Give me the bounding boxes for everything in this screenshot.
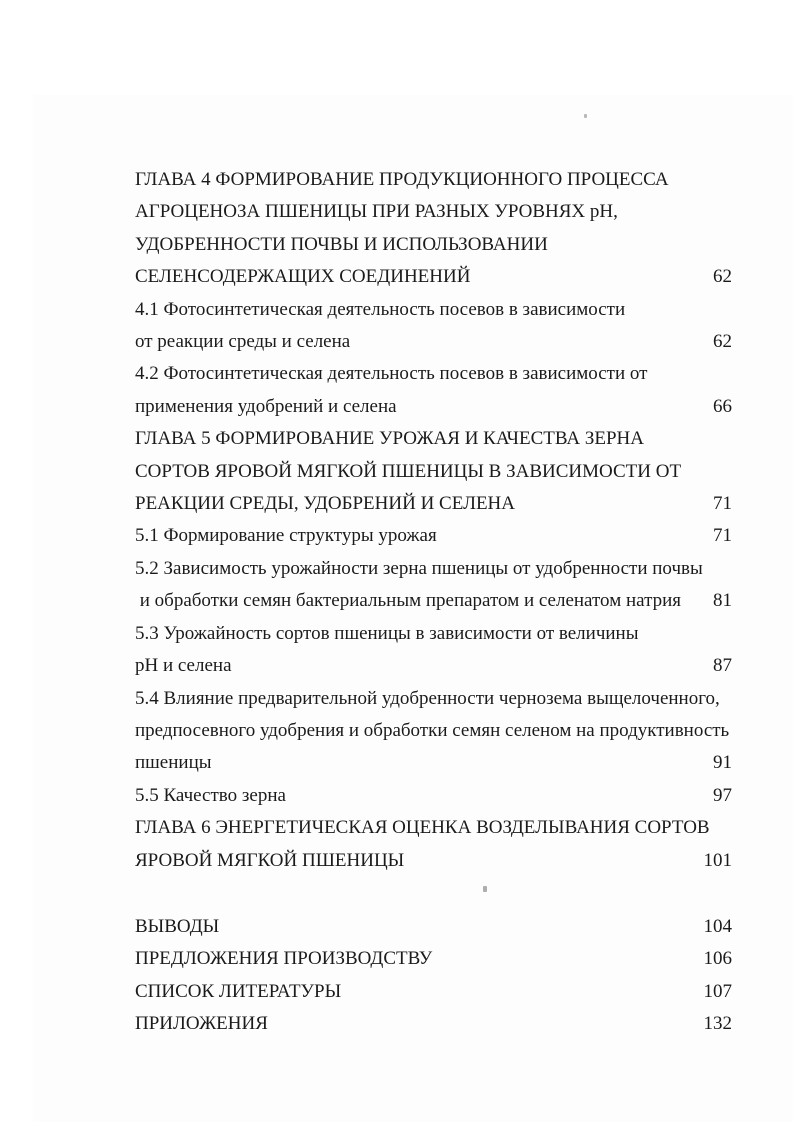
toc-entry-page: 87 xyxy=(713,655,732,677)
toc-entry xyxy=(135,650,732,682)
toc-entry-text: ПРЕДЛОЖЕНИЯ ПРОИЗВОДСТВУ xyxy=(135,948,433,970)
toc-entry-text: ГЛАВА 4 ФОРМИРОВАНИЕ ПРОДУКЦИОННОГО ПРОЦЕССА xyxy=(135,169,669,190)
toc-entry-text: РЕАКЦИИ СРЕДЫ, УДОБРЕНИЙ И СЕЛЕНА xyxy=(135,493,515,515)
toc-entry-page: 101 xyxy=(703,849,732,871)
table-of-contents xyxy=(135,164,732,1041)
toc-entry-text: СЕЛЕНСОДЕРЖАЩИХ СОЕДИНЕНИЙ xyxy=(135,266,471,288)
toc-entry xyxy=(135,747,732,779)
toc-entry-page: 97 xyxy=(713,784,732,806)
toc-entry-text: СОРТОВ ЯРОВОЙ МЯГКОЙ ПШЕНИЦЫ В ЗАВИСИМОСТИ ОТ xyxy=(135,460,682,482)
toc-entry-text: СПИСОК ЛИТЕРАТУРЫ xyxy=(135,980,342,1002)
toc-entry xyxy=(135,391,732,423)
toc-entry-text: 5.3 Урожайность сортов пшеницы в зависимости от величины xyxy=(135,622,639,644)
toc-entry xyxy=(135,845,732,877)
toc-entry-text: 4.2 Фотосинтетическая деятельность посевов в зависимости от xyxy=(135,363,648,385)
toc-entry-page: 71 xyxy=(713,525,732,547)
toc-entry-page: 81 xyxy=(713,590,732,612)
toc-entry-text: АГРОЦЕНОЗА ПШЕНИЦЫ ПРИ РАЗНЫХ УРОВНЯХ pH, xyxy=(135,201,618,223)
toc-entry xyxy=(135,456,732,488)
toc-entry-page: 62 xyxy=(713,331,732,353)
toc-entry xyxy=(135,976,732,1008)
toc-entry xyxy=(135,618,732,650)
toc-entry xyxy=(135,229,732,261)
toc-entry-text: ГЛАВА 6 ЭНЕРГЕТИЧЕСКАЯ ОЦЕНКА ВОЗДЕЛЫВАНИЯ СОРТОВ xyxy=(135,817,710,839)
toc-entry xyxy=(135,326,732,358)
toc-entry-text: 5.2 Зависимость урожайности зерна пшеницы от удобренности почвы xyxy=(135,557,703,579)
toc-entry-text: 5.5 Качество зерна xyxy=(135,784,286,806)
toc-entry-page: 104 xyxy=(703,915,732,937)
toc-entry-text: УДОБРЕННОСТИ ПОЧВЫ И ИСПОЛЬЗОВАНИИ xyxy=(135,233,548,255)
toc-entry-text: ГЛАВА 5 ФОРМИРОВАНИЕ УРОЖАЯ И КАЧЕСТВА ЗЕРНА xyxy=(135,428,644,450)
toc-entry-text: от реакции среды и селена xyxy=(135,331,351,353)
toc-entry xyxy=(135,488,732,520)
toc-entry xyxy=(135,294,732,326)
toc-entry xyxy=(135,553,732,585)
toc-entry-text: 5.1 Формирование структуры урожая xyxy=(135,525,437,547)
toc-entry xyxy=(135,943,732,975)
toc-entry xyxy=(135,585,732,617)
toc-entry xyxy=(135,715,732,747)
toc-entry xyxy=(135,423,732,455)
toc-entry-page: 107 xyxy=(703,980,732,1002)
toc-entry xyxy=(135,164,732,196)
toc-entry xyxy=(135,683,732,715)
toc-entry-page: 106 xyxy=(703,948,732,970)
toc-entry xyxy=(135,261,732,293)
toc-entry xyxy=(135,520,732,552)
toc-entry xyxy=(135,780,732,812)
toc-entry-page: 132 xyxy=(703,1013,732,1035)
toc-entry-text: предпосевного удобрения и обработки семян селеном на продуктивность xyxy=(135,719,730,741)
toc-entry-text: 4.1 Фотосинтетическая деятельность посевов в зависимости xyxy=(135,298,626,320)
toc-entry xyxy=(135,911,732,943)
toc-entry-text: пшеницы xyxy=(135,752,212,774)
toc-entry-page: 71 xyxy=(713,493,732,515)
toc-entry xyxy=(135,358,732,390)
toc-entry-page: 62 xyxy=(713,266,732,288)
toc-entry-text: ПРИЛОЖЕНИЯ xyxy=(135,1013,268,1035)
toc-entry xyxy=(135,1008,732,1040)
toc-entry-page: 91 xyxy=(713,752,732,774)
toc-entry xyxy=(135,812,732,844)
toc-entry-text: 5.4 Влияние предварительной удобренности чернозема выщелоченного, xyxy=(135,687,720,709)
toc-entry-text: pH и селена xyxy=(135,655,232,677)
toc-entry xyxy=(135,196,732,228)
toc-entry-text: применения удобрений и селена xyxy=(135,395,397,417)
toc-entry-page: 66 xyxy=(713,395,732,417)
toc-entry-text: ЯРОВОЙ МЯГКОЙ ПШЕНИЦЫ xyxy=(135,849,405,871)
toc-entry-text: ВЫВОДЫ xyxy=(135,915,220,937)
toc-entry-text: и обработки семян бактериальным препаратом и селенатом натрия xyxy=(135,590,682,612)
scan-speck-top xyxy=(584,114,587,118)
